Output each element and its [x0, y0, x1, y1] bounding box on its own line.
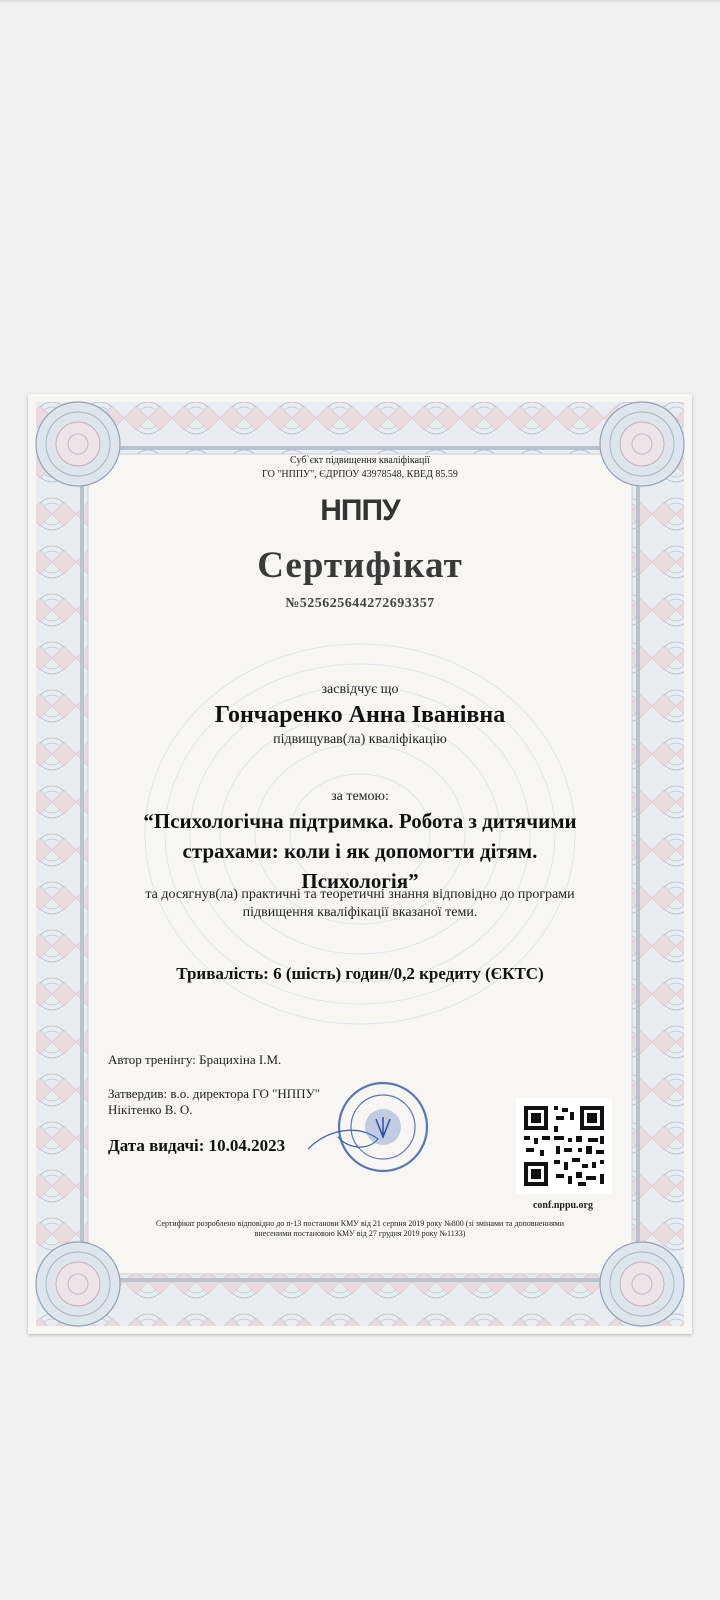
approved-line-1: Затвердив: в.о. директора ГО "НППУ"	[108, 1086, 321, 1101]
topic-line: Психологія”	[301, 869, 419, 893]
corner-rosette-bottom-left	[36, 1242, 120, 1326]
approved-by	[108, 1086, 320, 1118]
issuer-line-2: ГО "НППУ", ЄДРПОУ 43978548, КВЕД 85.59	[262, 469, 458, 480]
viewer-top-shadow	[0, 0, 720, 3]
corner-rosette-bottom-right	[600, 1242, 684, 1326]
certificate-title: Сертифікат	[257, 545, 463, 586]
certificate-document	[28, 394, 692, 1334]
achievement-text	[28, 886, 692, 922]
achievement-line: та досягнув(ла) практичні та теоретичні знання відповідно до програми	[145, 887, 575, 902]
qr-url[interactable]: conf.nppu.org	[532, 1200, 593, 1211]
duration: Тривалість: 6 (шість) годин/0,2 кредиту (ЄКТС)	[176, 964, 544, 983]
topic-line: страхами: коли і як допомогти дітям.	[182, 839, 538, 863]
trainer: Автор тренінгу: Брацихіна І.М.	[108, 1052, 282, 1067]
certificate-number: №525625644272693357	[285, 596, 435, 611]
legal-footer	[118, 1219, 602, 1239]
issuer-line-1: Суб`єкт підвищення кваліфікації	[290, 455, 430, 466]
legal-footer-line: внесеними постановою КМУ від 27 грудня 2019 року №1133)	[254, 1229, 466, 1238]
topic-line: “Психологічна підтримка. Робота з дитячими	[143, 809, 577, 833]
legal-footer-line: Сертифікат розроблено відповідно до п-13 постанови КМУ від 21 серпня 2019 року №800 (зі змінами та доповненнями	[155, 1219, 565, 1228]
certifies-text: засвідчує що	[321, 682, 399, 697]
official-stamp	[298, 1079, 438, 1179]
approved-line-2: Нікітенко В. О.	[108, 1102, 193, 1117]
topic-label: за темою:	[331, 789, 389, 804]
nppu-logo: НППУ	[320, 494, 400, 527]
topic-title	[28, 806, 692, 896]
achievement-line: підвищення кваліфікації вказаної теми.	[242, 905, 478, 920]
qr-code[interactable]	[516, 1098, 612, 1194]
issue-date: Дата видачі: 10.04.2023	[108, 1136, 286, 1155]
recipient-name: Гончаренко Анна Іванівна	[214, 702, 506, 728]
qualification-text: підвищував(ла) кваліфікацію	[273, 732, 447, 747]
